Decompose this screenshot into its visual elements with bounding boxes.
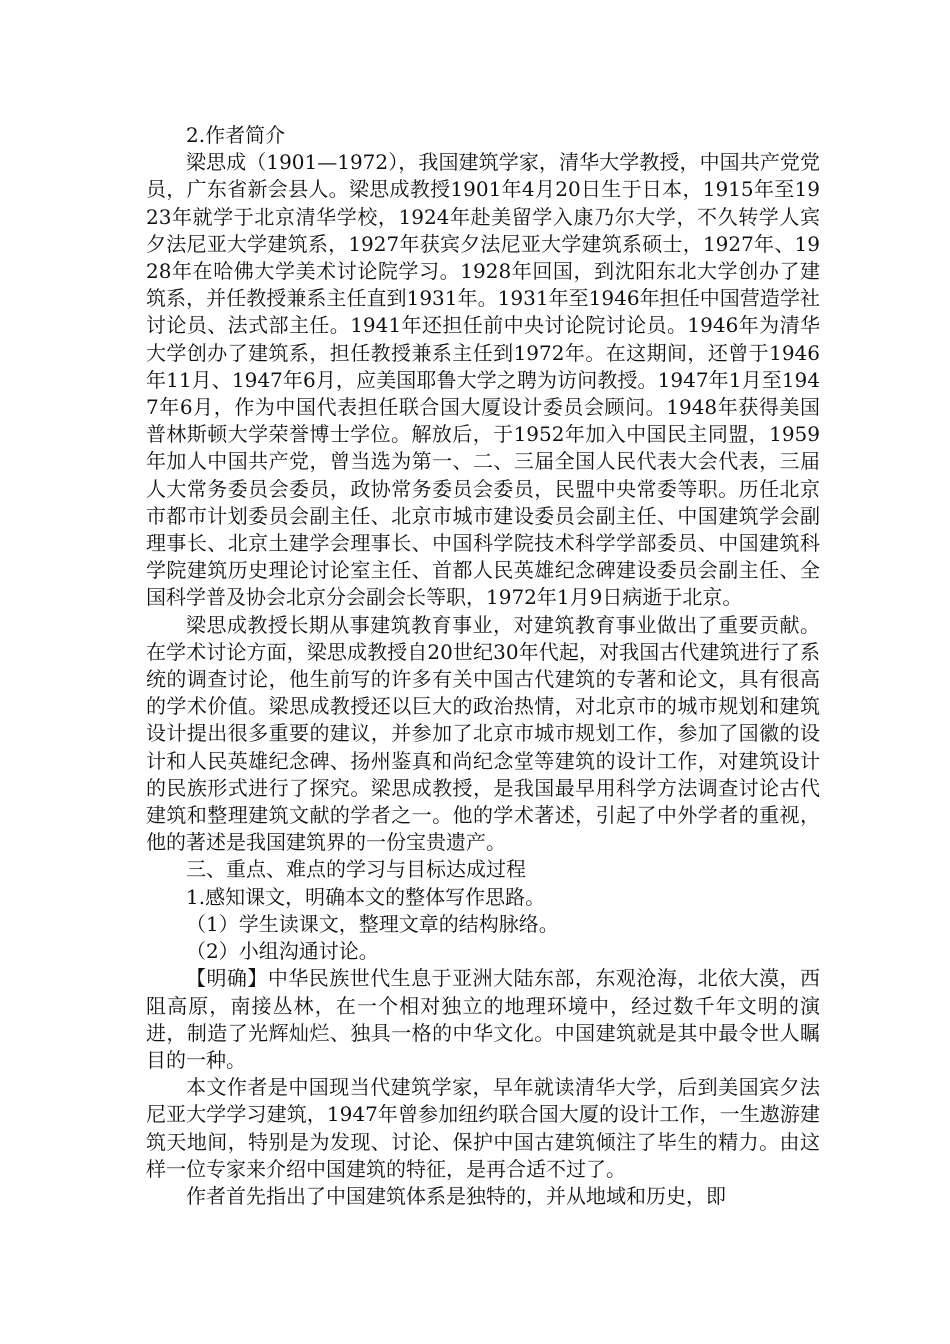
author-contribution-paragraph: 梁思成教授长期从事建筑教育事业，对建筑教育事业做出了重要贡献。在学术讨论方面，梁思成教授自20世纪30年代起，对我国古代建筑进行了系统的调查讨论，他生前写的许多有关中国古代建筑的专著和论文，具有很高的学术价值。梁思成教授还以巨大的政治热情，对北京市的城市规划和建筑设计提出很多重要的建议，并参加了北京市城市规划工作，参加了国徽的设计和人民英雄纪念碑、扬州鉴真和尚纪念堂等建筑的设计工作，对建筑设计的民族形式进行了探究。梁思成教授，是我国最早用科学方法调查讨论古代建筑和整理建筑文献的学者之一。他的学术著述，引起了中外学者的重视，他的著述是我国建筑界的一份宝贵遗产。 xyxy=(146,612,820,855)
architecture-system-paragraph: 作者首先指出了中国建筑体系是独特的，并从地域和历史，即 xyxy=(186,1183,726,1208)
step-1-sub-item-2: （2）小组沟通讨论。 xyxy=(186,939,379,964)
author-background-paragraph: 本文作者是中国现当代建筑学家，早年就读清华大学，后到美国宾夕法尼亚大学学习建筑，1947年曾参加纽约联合国大厦的设计工作，一生遨游建筑天地间，特别是为发现、讨论、保护中国古建筑倾注了毕生的精力。由这样一位专家来介绍中国建筑的特征，是再合适不过了。 xyxy=(146,1075,820,1181)
clarify-text: 中华民族世代生息于亚洲大陆东部，东观沧海，北依大漠，西阻高原，南接丛林，在一个相对独立的地理环境中，经过数千年文明的演进，制造了光辉灿烂、独具一格的中华文化。中国建筑就是其中最令世人瞩目的一种。 xyxy=(146,966,821,1072)
document-page xyxy=(146,122,820,1210)
section-title-author-intro: 2.作者简介 xyxy=(186,123,286,147)
step-1-sub-item-1: （1）学生读课文，整理文章的结构脉络。 xyxy=(186,911,559,936)
section-title-key-points: 三、重点、难点的学习与目标达成过程 xyxy=(186,857,526,882)
clarify-paragraph xyxy=(146,965,820,1074)
step-1-title: 1.感知课文，明确本文的整体写作思路。 xyxy=(186,884,546,909)
clarify-tag: 【明确】 xyxy=(186,966,268,991)
author-bio-paragraph: 梁思成（1901—1972），我国建筑学家，清华大学教授，中国共产党党员，广东省新会县人。梁思成教授1901年4月20日生于日本，1915年至1923年就学于北京清华学校，1924年赴美留学入康乃尔大学，不久转学人宾夕法尼亚大学建筑系，1927年获宾夕法尼亚大学建筑系硕士，1927年、1928年在哈佛大学美术讨论院学习。1928年回国，到沈阳东北大学创办了建筑系，并任教授兼系主任直到1931年。1931年至1946年担任中国营造学社讨论员、法式部主任。1941年还担任前中央讨论院讨论员。1946年为清华大学创办了建筑系，担任教授兼系主任到1972年。在这期间，还曾于1946年11月、1947年6月，应美国耶鲁大学之聘为访问教授。1947年1月至1947年6月，作为中国代表担任联合国大厦设计委员会顾问。1948年获得美国普林斯顿大学荣誉博士学位。解放后，于1952年加入中国民主同盟，1959年加人中国共产党，曾当选为第一、二、三届全国人民代表大会代表，三届人大常务委员会委员，政协常务委员会委员，民盟中央常委等职。历任北京市都市计划委员会副主任、北京市城市建设委员会副主任、中国建筑学会副理事长、北京土建学会理事长、中国科学院技术科学学部委员、中国建筑科学院建筑历史理论讨论室主任、首都人民英雄纪念碑建设委员会副主任、全国科学普及协会北京分会副会长等职，1972年1月9日病逝于北京。 xyxy=(146,150,820,610)
